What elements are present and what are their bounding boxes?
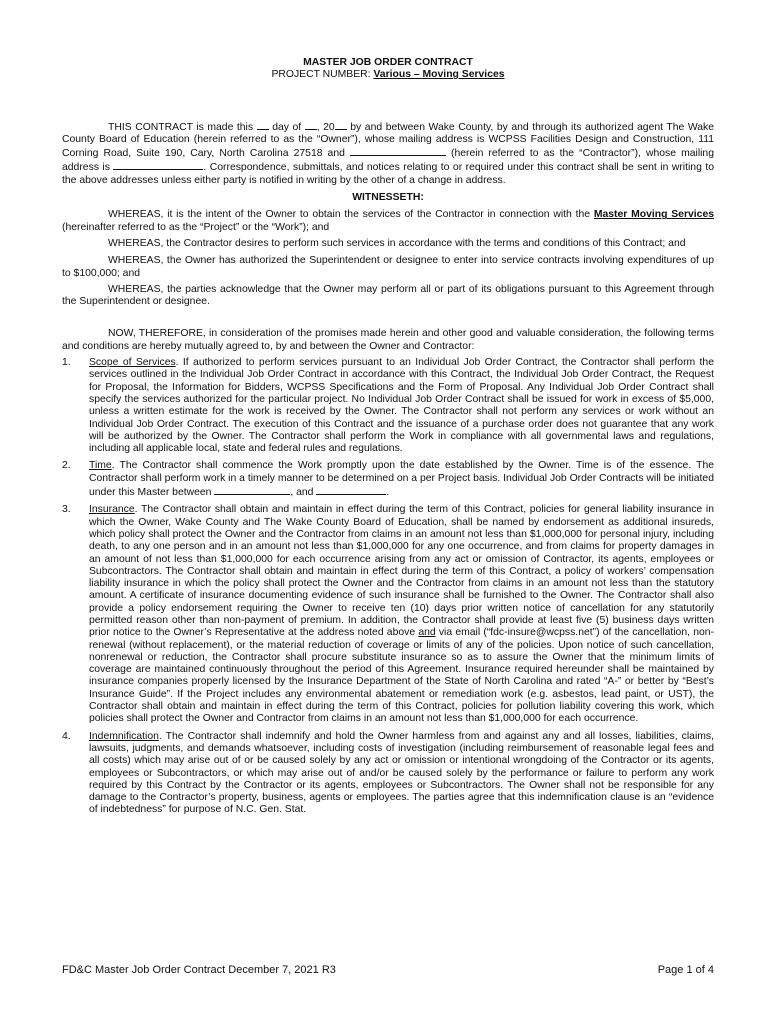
whereas-3: WHEREAS, the Owner has authorized the Superintendent or designee to enter into service contracts involving expenditures of up to $100,000; and bbox=[62, 255, 714, 279]
section-body: . The Contractor shall obtain and maintain in effect during the term of this Contract, policies for general liability insurance in which the Owner, Wake County and The Wake County Board of Education, shall be named by endorsement as additional insureds, which policy shall protect the Owner and the Contractor from claims in an amount not less than $1,000,000 for personal injury, including death, to any one person and in an amount not less than $1,000,000 for any one occurrence, and from claims for property damages in an amount of not less than $1,000,000 for each occurrence arising from any act or omission of Contractor, its agents, employees or Subcontractors. The Contractor shall obtain and maintain in effect during the term of this Contract, a policy of workers’ compensation liability insurance in which the policy shall protect the Owner and the Contractor from claims in an amount not less than the statutory amount. A certificate of insurance documenting evidence of such insurance shall be furnished to the Owner. The Contractor shall also provide a policy endorsement requiring the Owner to receive ten (10) days prior written notice of cancellation for any statutorily permitted reason other than non-payment of premium. In addition, the Contractor shall provide at least five (5) business days written prior notice to the Owner’s Representative at the address noted above bbox=[89, 504, 714, 639]
section-insurance bbox=[62, 504, 714, 725]
whereas-4: WHEREAS, the parties acknowledge that the Owner may perform all or part of its obligations pursuant to this Agreement through the Superintendent or designee. bbox=[62, 283, 714, 308]
section-number: 4. bbox=[62, 730, 71, 742]
section-text bbox=[89, 731, 714, 817]
intro-text-2: day of bbox=[272, 121, 302, 133]
project-number-label: PROJECT NUMBER: bbox=[271, 69, 374, 81]
start-date-blank[interactable] bbox=[214, 485, 290, 495]
contract-title: MASTER JOB ORDER CONTRACT bbox=[303, 57, 473, 68]
intro-text-1: THIS CONTRACT is made this bbox=[108, 121, 254, 133]
section-body-end: . bbox=[386, 487, 390, 499]
month-blank[interactable] bbox=[305, 120, 317, 130]
section-title: Indemnification bbox=[89, 730, 159, 742]
contractor-name-blank[interactable] bbox=[350, 146, 446, 156]
section-title: Scope of Services bbox=[89, 357, 176, 369]
section-title: Insurance bbox=[89, 504, 135, 516]
intro-text-4: by and between Wake County, by and through its authorized agent The Wake County Board of Education (herein referred to as the “Owner”), whose mailing address is WCPSS Facilities Design and Construction, 111 Corning Road, Suite 190, Cary, North Carolina 27518 and bbox=[62, 121, 715, 160]
underlined-and: and bbox=[418, 627, 436, 639]
whereas-2: WHEREAS, the Contractor desires to perform such services in accordance with the terms and conditions of this Contract; and bbox=[108, 237, 686, 249]
whereas-1-text: WHEREAS, it is the intent of the Owner to obtain the services of the Contractor in connection with the bbox=[108, 209, 594, 221]
section-body-mid: , and bbox=[290, 487, 314, 499]
section-title: Time bbox=[89, 460, 112, 472]
project-number-value: Various – Moving Services bbox=[373, 69, 505, 81]
section-text bbox=[89, 504, 714, 725]
section-number: 1. bbox=[62, 357, 71, 369]
whereas-1-tail: (hereinafter referred to as the “Project” or the “Work”); and bbox=[62, 221, 330, 233]
witnesseth-text: WITNESSETH bbox=[352, 192, 421, 204]
section-text bbox=[89, 460, 714, 499]
section-number: 2. bbox=[62, 460, 71, 472]
section-scope-of-services bbox=[62, 357, 714, 455]
section-body-continued: via email (“fdc-insure@wcpss.net”) of the cancellation, non-renewal (without replacement), or the material reduction of coverage or limits of any of the policies. Upon notice of such cancellation, nonrenewal or reduction, the Contractor shall procure substitute insurance so as to assure the Owner that the minimum limits of coverage are maintained continuously throughout the period of this Agreement. Insurance required hereunder shall be maintained by insurance companies properly licensed by the Insurance Department of the State of North Carolina and rated “A-” or better by “Best’s Insurance Guide”. If the Project includes any environmental abatement or remediation work (e.g. asbestos, lead paint, or UST), the Contractor shall obtain and maintain in effect during the term of this Contract, policies for pollution liability covering this work, which policies shall protect the Owner and Contractor from claims in an amount not less than $1,000,000 for each occurrence. bbox=[89, 627, 714, 725]
section-number: 3. bbox=[62, 504, 71, 516]
section-indemnification bbox=[62, 731, 714, 817]
document-body bbox=[62, 57, 714, 817]
master-moving-services-term: Master Moving Services bbox=[593, 209, 715, 221]
section-body: . If authorized to perform services pursuant to an Individual Job Order Contract, the Contractor shall perform the services outlined in the Individual Job Order Contract in accordance with this Contract, the Individual Job Order Contract, the Request for Proposal, the Information for Bidders, WCPSS Specifications and the Form of Proposal. Any Individual Job Order Contract shall specify the services authorized for the particular project. No Individual Job Order Contract shall be issued for work in excess of $5,000, unless a written estimate for the work is received by the Owner. The Contractor shall not perform any services or work without an Individual Job Order Contract. The execution of this Contract and the issuance of a purchase order does not guarantee that any work will be authorized by the Owner. The Contractor shall perform the Work in compliance with all governmental laws and regulations, including all applicable local, state and federal rules and regulations. bbox=[89, 357, 714, 455]
intro-text-6: . Correspondence, submittals, and notices relating to or required under this contract shall be sent in writing to the above addresses unless either party is notified in writing by the other of a change in address. bbox=[62, 162, 714, 186]
year-blank[interactable] bbox=[335, 120, 347, 130]
now-therefore: NOW, THEREFORE, in consideration of the promises made herein and other good and valuable consideration, the following terms and conditions are hereby mutually agreed to, by and between the Owner and Contractor: bbox=[62, 328, 714, 352]
footer-document-info: FD&C Master Job Order Contract December 7, 2021 R3 bbox=[62, 964, 336, 976]
section-body: . The Contractor shall indemnify and hold the Owner harmless from and against any and all losses, liabilities, claims, lawsuits, judgments, and demands whatsoever, including costs of investigation (including reimbursement of reasonable legal fees and all costs) which may arise out of or be caused solely by any act or omission or intentional wrongdoing of the Contractor or its agents, employees or Subcontractors, or which may arise out of and/or be caused solely by the performance or failure to perform any work required by this Contract by the Contractor or its agents, employees or Subcontractors. The Owner shall not be responsible for any damage to the Contractor’s property, business, agents or employees. The parties agree that this indemnification clause is an “evidence of indebtedness” for purpose of N.C. Gen. Stat. bbox=[89, 730, 714, 816]
day-blank[interactable] bbox=[257, 120, 269, 130]
section-body: . The Contractor shall commence the Work promptly upon the date established by the Owner. Time is of the essence. The Contractor shall perform work in a timely manner to be determined on a per Project basis. Individual Job Order Contracts will be initiated under this Master between bbox=[89, 460, 714, 499]
intro-text-3: , 20 bbox=[316, 121, 335, 133]
section-time bbox=[62, 460, 714, 499]
intro-paragraph bbox=[62, 120, 714, 187]
witnesseth-heading: WITNESSETH: bbox=[352, 192, 424, 204]
section-text bbox=[89, 357, 714, 455]
footer-page-number: Page 1 of 4 bbox=[657, 964, 714, 976]
contractor-address-blank[interactable] bbox=[113, 160, 203, 170]
project-number-line bbox=[62, 69, 714, 81]
whereas-1 bbox=[62, 209, 714, 234]
end-date-blank[interactable] bbox=[316, 485, 386, 495]
intro-text-5: (herein referred to as the “Contractor”), whose mailing address is bbox=[62, 148, 714, 174]
